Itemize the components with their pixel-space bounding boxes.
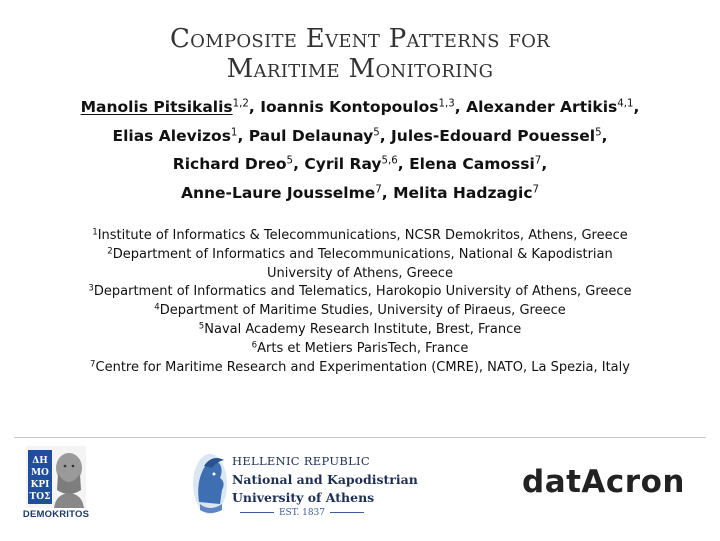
author-name: Anne-Laure Jousselme bbox=[180, 183, 376, 202]
paper-title-line-1: Composite Event Patterns for bbox=[169, 24, 551, 54]
author-affil-sup: 7 bbox=[375, 183, 382, 195]
author-name: Ioannis Kontopoulos bbox=[260, 98, 439, 116]
affiliation-item bbox=[0, 265, 720, 284]
datacron-logo: datAcron bbox=[522, 464, 685, 500]
affiliation-list bbox=[0, 227, 720, 377]
affiliation-item bbox=[0, 302, 720, 321]
author-line bbox=[0, 93, 720, 122]
svg-text:ΜΟ: ΜΟ bbox=[31, 468, 49, 478]
svg-text:ΔΗ: ΔΗ bbox=[32, 456, 48, 466]
author-affil-sup: 5 bbox=[286, 155, 294, 167]
author-separator: , bbox=[293, 155, 305, 173]
svg-text:ΤΟΣ: ΤΟΣ bbox=[29, 492, 51, 502]
svg-text:ΚΡΙ: ΚΡΙ bbox=[30, 480, 50, 490]
paper-title-line-2: Maritime Monitoring bbox=[226, 54, 494, 84]
author-name: Cyril Ray bbox=[304, 155, 382, 173]
uoa-established: EST. 1837 bbox=[232, 508, 372, 518]
demokritos-label: DEMOKRITOS bbox=[22, 509, 90, 520]
affiliation-text: Department of Maritime Studies, University of Piraeus, Greece bbox=[159, 303, 566, 319]
author-affil-sup: 1,3 bbox=[438, 98, 455, 110]
affiliation-item bbox=[0, 359, 720, 378]
author-name: Richard Dreo bbox=[172, 155, 287, 173]
author-separator: , bbox=[601, 126, 608, 145]
author-affil-sup: 7 bbox=[532, 183, 540, 195]
author-name: Alexander Artikis bbox=[466, 98, 618, 116]
demokritos-logo bbox=[20, 446, 92, 524]
author-name: Jules-Edouard Pouessel bbox=[391, 126, 596, 145]
affiliation-sup: 5 bbox=[198, 321, 205, 332]
footer-divider bbox=[14, 437, 706, 438]
author-affil-sup: 1,2 bbox=[232, 98, 249, 110]
author-affil-sup: 1 bbox=[230, 126, 238, 138]
affiliation-sup: 4 bbox=[154, 302, 160, 313]
affiliation-item bbox=[0, 340, 720, 359]
author-affil-sup: 5,6 bbox=[381, 155, 398, 167]
author-name: Melita Hadzagic bbox=[393, 183, 533, 202]
affiliation-sup: 6 bbox=[251, 340, 258, 351]
author-separator: , bbox=[397, 155, 410, 173]
affiliation-sup: 2 bbox=[107, 246, 113, 257]
author-separator: , bbox=[541, 155, 548, 173]
author-affil-sup: 5 bbox=[373, 126, 380, 138]
author-name: Paul Delaunay bbox=[248, 126, 374, 145]
athena-emblem-icon bbox=[190, 452, 230, 518]
affiliation-text: Department of Informatics and Telecommunications, National & Kapodistrian bbox=[112, 246, 613, 262]
affiliation-item bbox=[0, 321, 720, 340]
affiliation-text: Department of Informatics and Telematics, Harokopio University of Athens, Greece bbox=[93, 284, 632, 300]
author-affil-sup: 5 bbox=[595, 126, 602, 138]
uoa-name-line-2: University of Athens bbox=[232, 490, 375, 505]
author-list bbox=[0, 93, 720, 207]
affiliation-text: Arts et Metiers ParisTech, France bbox=[257, 340, 469, 356]
author-name: Elena Camossi bbox=[409, 155, 535, 173]
affiliation-text: Institute of Informatics & Telecommunications, NCSR Demokritos, Athens, Greece bbox=[97, 228, 628, 243]
affiliation-text: Naval Academy Research Institute, Brest, France bbox=[204, 321, 522, 337]
affiliation-text: Centre for Maritime Research and Experimentation (CMRE), NATO, La Spezia, Italy bbox=[95, 359, 630, 375]
affiliation-sup: 1 bbox=[92, 227, 98, 238]
author-separator: , bbox=[454, 98, 467, 116]
demokritos-bust-icon bbox=[26, 446, 86, 508]
author-separator: , bbox=[237, 126, 249, 145]
author-separator: , bbox=[633, 98, 640, 116]
author-affil-sup: 7 bbox=[534, 155, 542, 167]
affiliation-sup: 7 bbox=[90, 358, 96, 369]
uoa-republic-text: HELLENIC REPUBLIC bbox=[232, 454, 370, 468]
author-name: Manolis Pitsikalis bbox=[80, 98, 233, 116]
author-line bbox=[0, 179, 720, 208]
affiliation-sup: 3 bbox=[88, 283, 94, 294]
affiliation-item bbox=[0, 227, 720, 246]
author-separator: , bbox=[381, 183, 394, 202]
author-separator: , bbox=[248, 98, 261, 116]
affiliation-item bbox=[0, 246, 720, 265]
author-line bbox=[0, 150, 720, 179]
author-name: Elias Alevizos bbox=[112, 126, 231, 145]
author-line bbox=[0, 122, 720, 151]
uoa-name-line-1: National and Kapodistrian bbox=[232, 472, 418, 487]
author-separator: , bbox=[379, 126, 392, 145]
uoa-logo bbox=[190, 452, 430, 522]
affiliation-text: University of Athens, Greece bbox=[267, 265, 453, 281]
affiliation-item bbox=[0, 283, 720, 302]
author-affil-sup: 4,1 bbox=[617, 98, 634, 110]
